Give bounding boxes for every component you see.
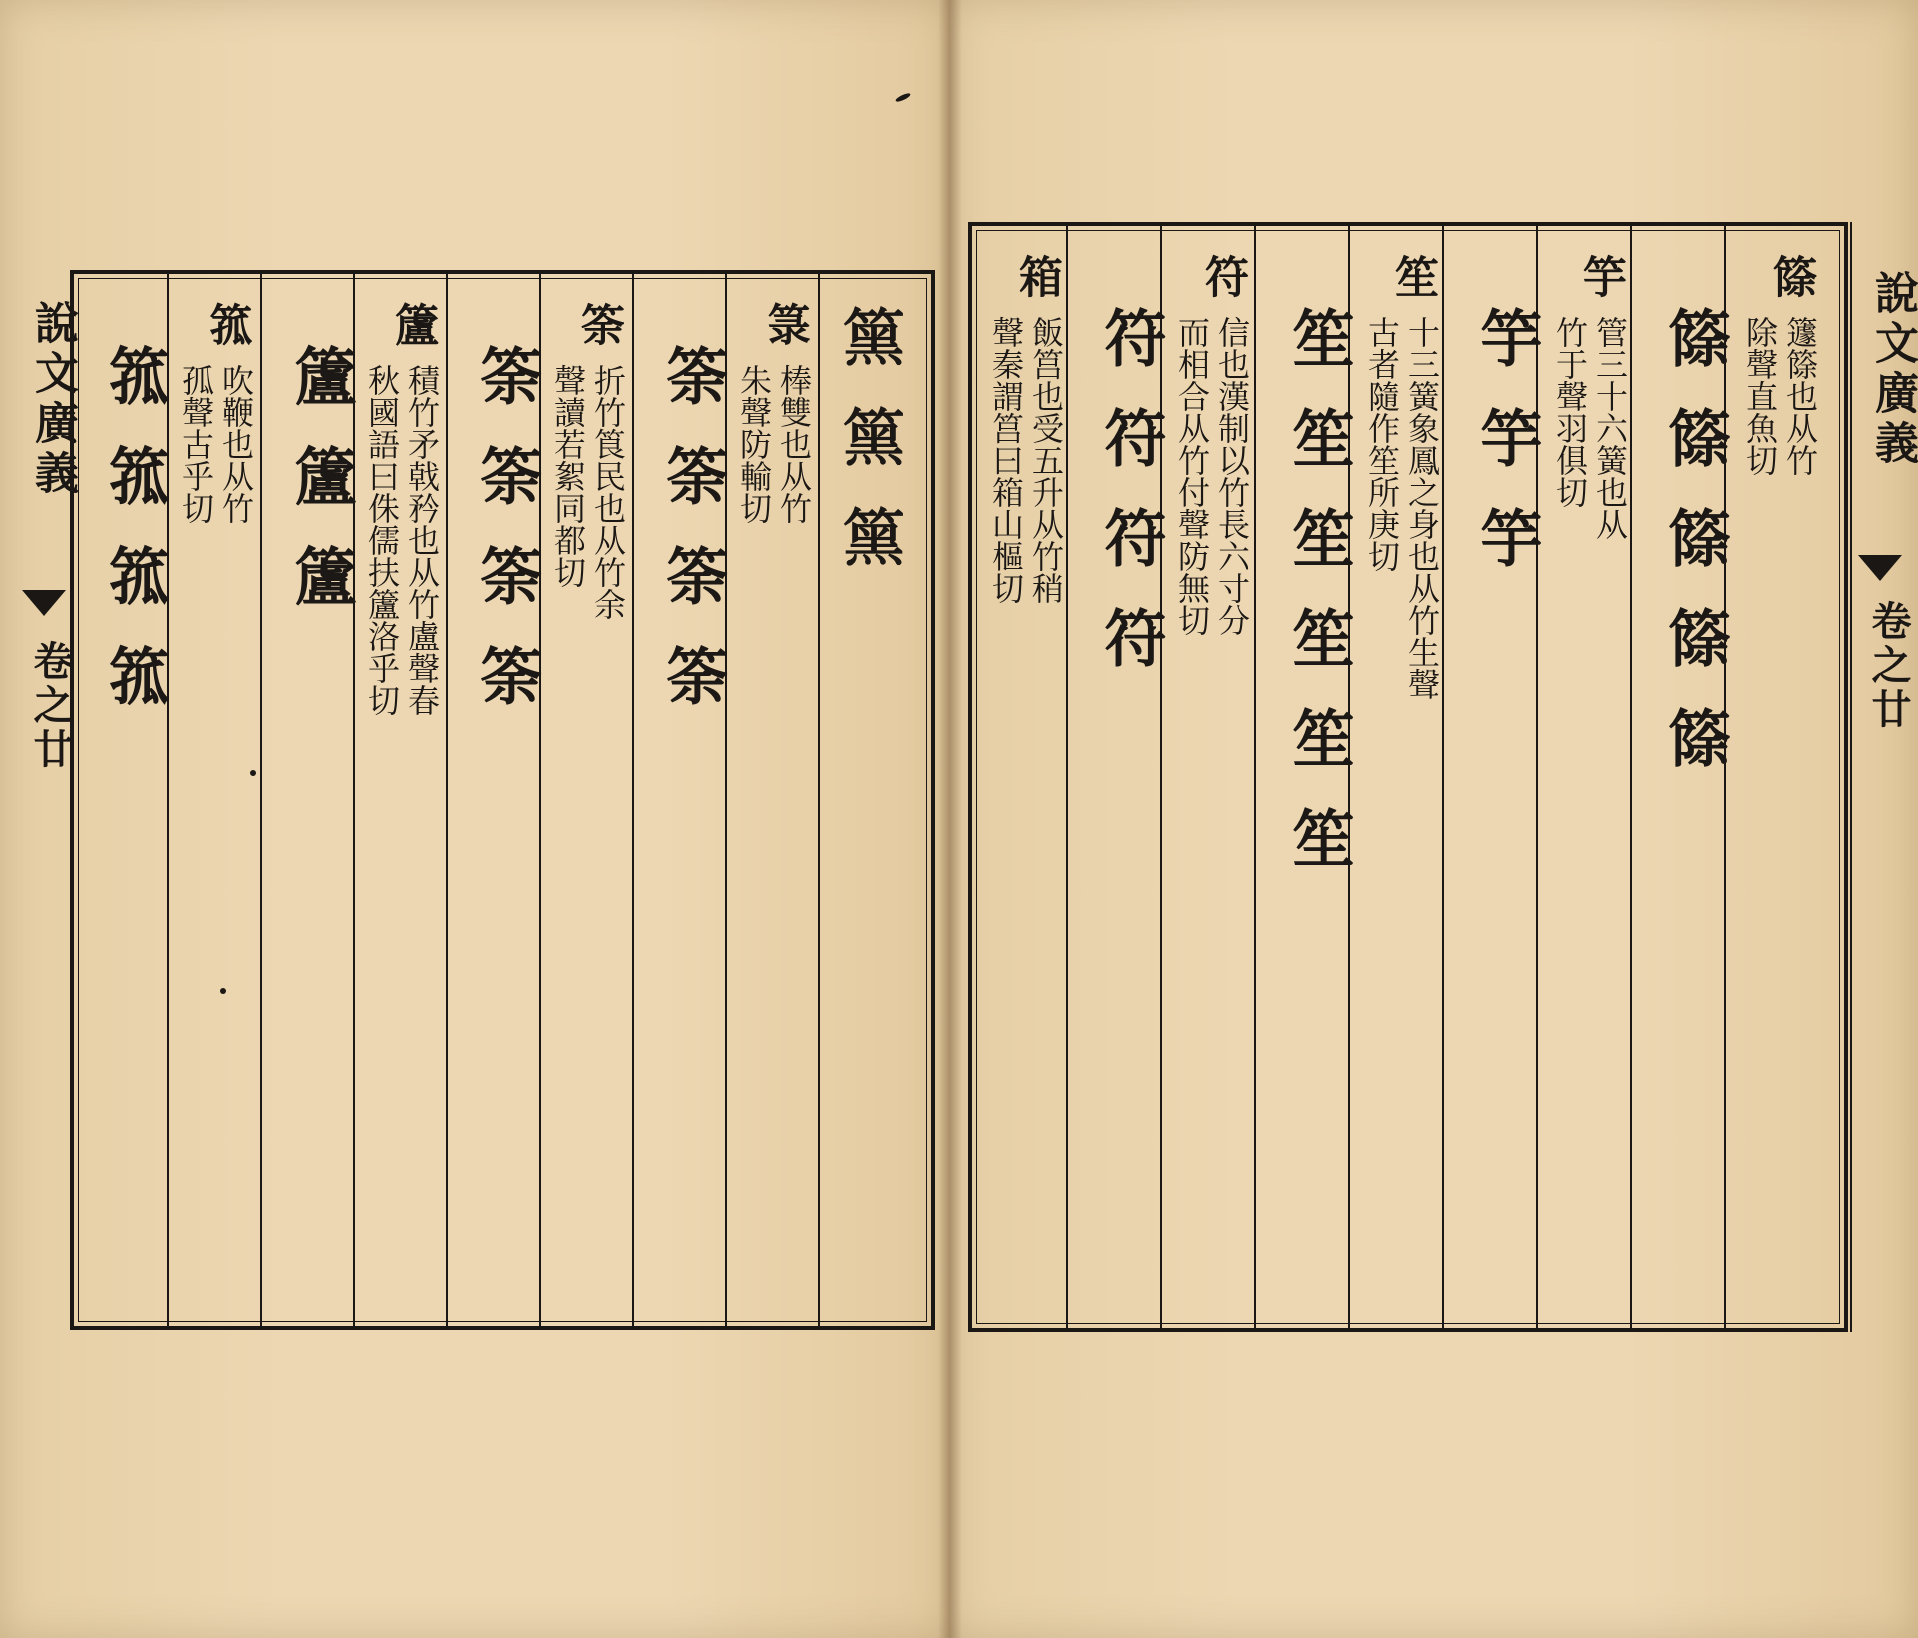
entry-headword: 籚: [387, 302, 438, 350]
seal-glyphs: 笙笙笙笙笙笙: [1282, 306, 1355, 906]
entry-gloss: 竹于聲羽俱切: [1551, 316, 1589, 508]
entry-gloss: 籧篨也从竹: [1781, 316, 1819, 476]
seal-glyphs: 符符符符: [1094, 306, 1167, 706]
ink-speck: [220, 988, 226, 994]
entry-gloss: 積竹矛戟矜也从竹盧聲春: [403, 364, 441, 716]
ink-speck: [250, 770, 256, 776]
seal-glyphs: 筡筡筡筡: [470, 344, 543, 744]
entry-headword: 竽: [1575, 254, 1626, 302]
left-margin-volume: 卷之廿: [27, 640, 74, 772]
seal-glyphs: 籚籚籚: [284, 344, 357, 644]
col-rule: [1442, 226, 1444, 1328]
entry-headword: 符: [1197, 254, 1248, 302]
entry-gloss: 而相合从竹付聲防無切: [1173, 316, 1211, 636]
right-margin-volume: 卷之廿: [1865, 600, 1912, 732]
fish-tail-mark: [22, 590, 66, 616]
entry-headword: 篨: [1765, 254, 1816, 302]
right-margin-title: 說文廣義: [1867, 270, 1918, 470]
col-rule: [260, 274, 262, 1326]
entry-headword: 箓: [759, 302, 810, 350]
col-rule: [1066, 226, 1068, 1328]
seal-glyphs: 篨篨篨篨篨: [1658, 306, 1731, 806]
entry-gloss: 棒雙也从竹: [775, 364, 813, 524]
right-frame: [968, 222, 1848, 1332]
entry-gloss: 信也漢制以竹長六寸分: [1213, 316, 1251, 636]
right-page: [950, 0, 1918, 1638]
seal-glyphs: 竽竽竽: [1470, 306, 1543, 606]
left-frame: [70, 270, 935, 1330]
entry-gloss: 折竹筤民也从竹余: [589, 364, 627, 620]
col-rule: [1630, 226, 1632, 1328]
entry-gloss: 秋國語曰侏儒扶籚洛乎切: [363, 364, 401, 716]
ink-speck: [895, 92, 912, 103]
left-page: [0, 0, 950, 1638]
entry-gloss: 飯筥也受五升从竹稍: [1027, 316, 1065, 604]
fish-tail-mark: [1858, 555, 1902, 581]
entry-gloss: 朱聲防輸切: [735, 364, 773, 524]
entry-gloss: 十三簧象鳳之身也从竹生聲: [1403, 316, 1441, 700]
col-rule: [818, 274, 820, 1326]
entry-gloss: 管三十六簧也从: [1591, 316, 1629, 540]
book-gutter: [938, 0, 962, 1638]
seal-glyphs: 𥳬𥳬𥳬: [836, 304, 909, 604]
entry-headword: 笙: [1387, 254, 1438, 302]
entry-gloss: 聲讀若絮同都切: [549, 364, 587, 588]
col-rule: [1254, 226, 1256, 1328]
entry-headword: 筡: [573, 302, 624, 350]
entry-gloss: 除聲直魚切: [1741, 316, 1779, 476]
col-rule: [446, 274, 448, 1326]
right-margin-rule: [1850, 222, 1852, 1332]
col-rule: [632, 274, 634, 1326]
entry-gloss: 吹鞭也从竹: [217, 364, 255, 524]
entry-gloss: 聲秦謂筥曰箱山樞切: [987, 316, 1025, 604]
left-margin-title: 說文廣義: [27, 300, 78, 500]
entry-headword: 箱: [1011, 254, 1062, 302]
seal-glyphs: 箛箛箛箛: [98, 344, 171, 744]
entry-gloss: 孤聲古乎切: [177, 364, 215, 524]
entry-gloss: 古者隨作笙所庚切: [1363, 316, 1401, 572]
entry-headword: 箛: [201, 302, 252, 350]
seal-glyphs: 筡筡筡筡: [656, 344, 729, 744]
